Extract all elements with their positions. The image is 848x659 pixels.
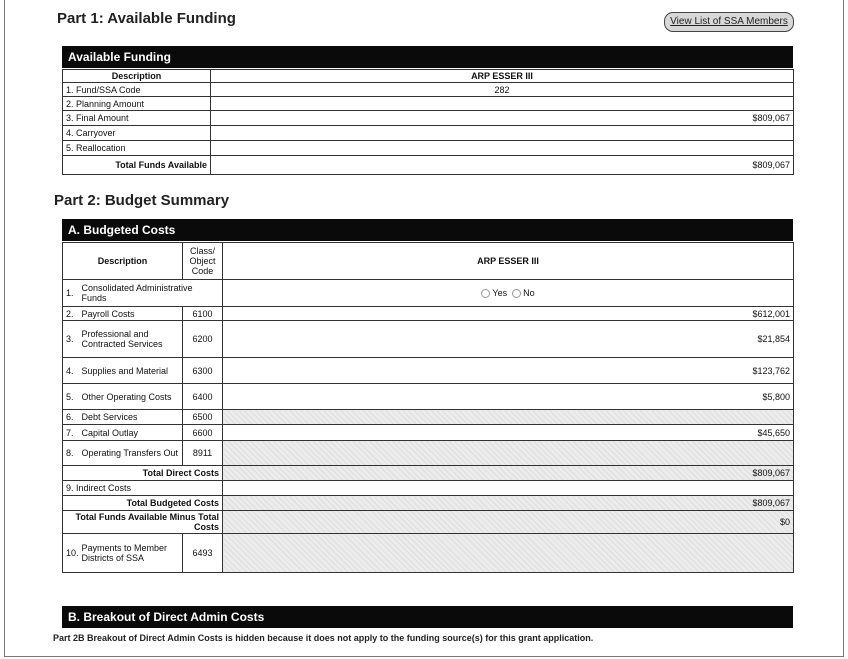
- budgeted-costs-table: [62, 242, 794, 573]
- row-label: Payroll Costs: [79, 307, 183, 321]
- consolidated-admin-radio-group: [223, 280, 794, 307]
- col-arp-esser: ARP ESSER III: [223, 243, 794, 280]
- total-funds-label: Total Funds Available: [63, 156, 211, 175]
- planning-amount-value: [211, 97, 794, 111]
- no-radio[interactable]: [512, 289, 521, 298]
- part1-title: Part 1: Available Funding: [57, 10, 236, 27]
- budgeted-costs-header: A. Budgeted Costs: [62, 219, 793, 241]
- row-number: 1.: [63, 280, 79, 307]
- indirect-costs-label: 9. Indirect Costs: [63, 481, 223, 496]
- row-label: 2. Planning Amount: [63, 97, 211, 111]
- consolidated-admin-label: Consolidated Administrative Funds: [79, 280, 223, 307]
- total-direct-costs-value: $809,067: [223, 466, 794, 481]
- view-ssa-members-button[interactable]: View List of SSA Members: [664, 12, 794, 32]
- yes-radio[interactable]: [481, 289, 490, 298]
- object-code: 6100: [183, 307, 223, 321]
- object-code: 6500: [183, 410, 223, 425]
- operating-transfers-value: [223, 441, 794, 466]
- reallocation-value: [211, 141, 794, 156]
- funds-minus-costs-value: $0: [223, 511, 794, 534]
- object-code: 6400: [183, 384, 223, 410]
- object-code: 6300: [183, 358, 223, 384]
- row-number: 3.: [63, 321, 79, 358]
- payroll-value: $612,001: [223, 307, 794, 321]
- row-label: Other Operating Costs: [79, 384, 183, 410]
- row-label: 5. Reallocation: [63, 141, 211, 156]
- indirect-costs-value: [223, 481, 794, 496]
- col-description: Description: [63, 243, 183, 280]
- row-number: 10.: [63, 534, 79, 573]
- row-label: Supplies and Material: [79, 358, 183, 384]
- fund-code-value: 282: [211, 83, 794, 97]
- available-funding-table: [62, 69, 794, 175]
- yes-label: Yes: [492, 287, 508, 298]
- row-number: 5.: [63, 384, 79, 410]
- funds-minus-costs-label: Total Funds Available Minus Total Costs: [63, 511, 223, 534]
- available-funding-header: Available Funding: [62, 46, 793, 68]
- row-label: Capital Outlay: [79, 425, 183, 441]
- row-label: 4. Carryover: [63, 126, 211, 141]
- professional-services-value: $21,854: [223, 321, 794, 358]
- row-label: 3. Final Amount: [63, 111, 211, 126]
- part2-title: Part 2: Budget Summary: [54, 192, 230, 209]
- supplies-value: $123,762: [223, 358, 794, 384]
- other-operating-value: $5,800: [223, 384, 794, 410]
- capital-outlay-value: $45,650: [223, 425, 794, 441]
- col-arp-esser: ARP ESSER III: [211, 70, 794, 83]
- row-number: 6.: [63, 410, 79, 425]
- row-number: 7.: [63, 425, 79, 441]
- row-label: Professional and Contracted Services: [79, 321, 183, 358]
- final-amount-value: $809,067: [211, 111, 794, 126]
- total-budgeted-costs-value: $809,067: [223, 496, 794, 511]
- col-description: Description: [63, 70, 211, 83]
- direct-admin-costs-header: B. Breakout of Direct Admin Costs: [62, 606, 793, 628]
- no-label: No: [523, 287, 535, 298]
- row-label: Operating Transfers Out: [79, 441, 183, 466]
- row-number: 4.: [63, 358, 79, 384]
- col-object-code: Class/ Object Code: [183, 243, 223, 280]
- member-payments-value: [223, 534, 794, 573]
- object-code: 6200: [183, 321, 223, 358]
- total-budgeted-costs-label: Total Budgeted Costs: [63, 496, 223, 511]
- row-number: 2.: [63, 307, 79, 321]
- debt-services-value: [223, 410, 794, 425]
- total-funds-value: $809,067: [211, 156, 794, 175]
- row-label: Debt Services: [79, 410, 183, 425]
- object-code: 8911: [183, 441, 223, 466]
- total-direct-costs-label: Total Direct Costs: [63, 466, 223, 481]
- carryover-value: [211, 126, 794, 141]
- hidden-section-note: Part 2B Breakout of Direct Admin Costs is hidden because it does not apply to the funding source(s) for this grant application.: [53, 633, 594, 643]
- row-number: 8.: [63, 441, 79, 466]
- object-code: 6600: [183, 425, 223, 441]
- row-label: 1. Fund/SSA Code: [63, 83, 211, 97]
- member-payments-label: Payments to Member Districts of SSA: [79, 534, 183, 573]
- object-code: 6493: [183, 534, 223, 573]
